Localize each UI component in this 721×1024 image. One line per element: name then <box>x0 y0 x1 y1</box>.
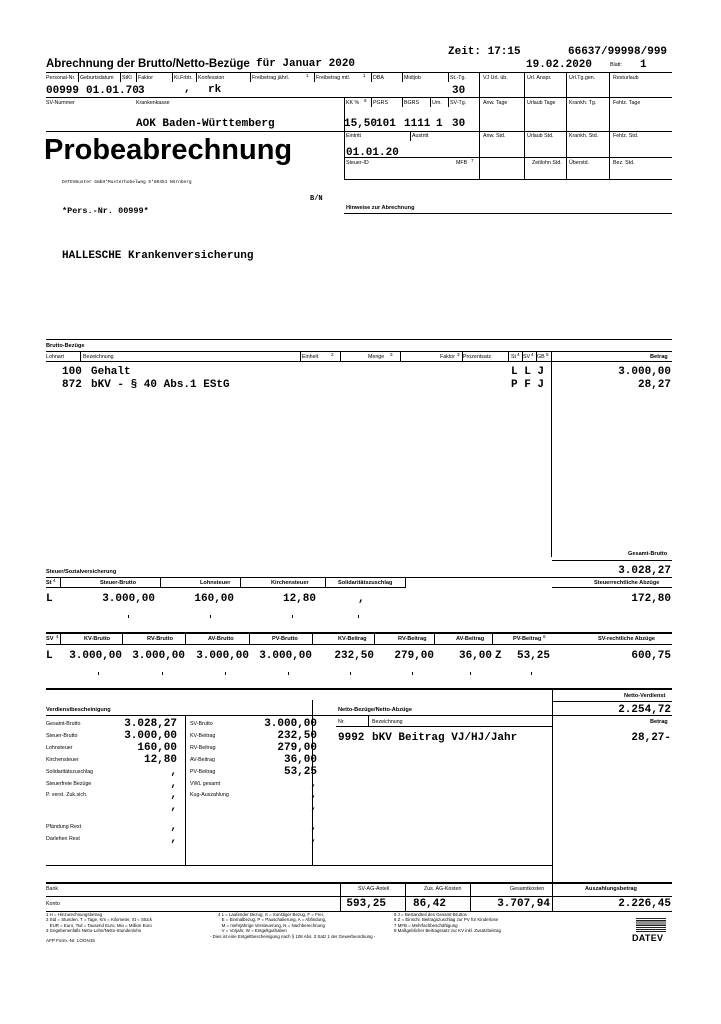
av-beitrag-value: 36,00 <box>458 650 492 662</box>
brutto-sup-menge: 3 <box>390 352 393 357</box>
verdienst-value: 3.000,00 <box>124 729 177 742</box>
bank-label: Bank <box>46 886 59 892</box>
brutto-head-lohnart: Lohnart <box>46 354 64 360</box>
label-krankhtg: Krankh. Tg. <box>569 100 597 106</box>
label-resturlaub: Resturlaub <box>613 75 639 81</box>
verdienst-label: VWL gesamt <box>190 780 221 787</box>
verdienst-label: Gesamt-Brutto <box>46 721 81 727</box>
label-konfession: Konfession <box>198 75 225 81</box>
verdienst-value: , <box>310 833 317 846</box>
steuer-head-soli: Solidaritätszuschlag <box>338 580 393 586</box>
pers-nr-address: *Pers.-Nr. 00999* <box>62 206 149 216</box>
label-freibetrag-jaehrl: Freibetrag jährl. <box>252 75 290 81</box>
nettobez-head-bezeichnung: Bezeichnung <box>372 719 403 725</box>
pgrs-value: 101 <box>376 118 396 130</box>
verdienst-label: Pfändung Rest <box>46 824 82 831</box>
footnote-center: - Dies ist eine Entgeltbescheinigung nach § 108 Abs. 3 Satz 1 der Gewerbeordnung - <box>210 934 376 939</box>
verdienst-value: , <box>170 833 177 846</box>
verdienst-value: , <box>170 789 177 802</box>
verdienst-value: 53,25 <box>283 765 317 778</box>
label-urltggen: Url.Tg.gen. <box>569 75 596 81</box>
svtg-value: 30 <box>452 118 466 130</box>
label-sttg: St.-Tg. <box>450 75 466 81</box>
persnr-value: 00999 <box>46 85 80 97</box>
brutto-item-betrag: 3.000,00 <box>618 366 671 378</box>
gesamtkosten-value: 3.707,94 <box>497 898 550 910</box>
verdienst-value: 3.028,27 <box>124 718 177 730</box>
verdienst-value: , <box>310 777 317 790</box>
hinweise-label: Hinweise zur Abrechnung <box>346 205 415 211</box>
brutto-item-lohnart: 872 <box>62 379 82 391</box>
verdienst-label: Kug-Auszahlung <box>190 792 229 799</box>
brutto-head-gb: GB <box>537 354 545 360</box>
brutto-head-bezeichnung: Bezeichnung <box>83 354 114 360</box>
steuer-sup-st: 4 <box>53 578 56 583</box>
sv-abz-label: SV-rechtliche Abzüge <box>598 636 655 642</box>
blatt-number: 1 <box>640 59 647 71</box>
sv-head-pvbeitrag: PV-Beitrag <box>513 636 542 642</box>
rv-brutto-value: 3.000,00 <box>132 650 185 662</box>
footnote-line: 3 Gegebenenfalls Netto-Lohn/Netto-Stundenlohn <box>46 927 142 933</box>
pv-flag: Z <box>495 650 502 662</box>
nettobez-nr-value: 9992 <box>338 732 365 744</box>
sender-address: DATEVmuster GmbH*Musterhobelweg 5*80451 Nürnberg <box>62 180 192 185</box>
label-midijob: Midijob <box>404 75 421 81</box>
label-anwtage: Anw. Tage <box>483 100 508 106</box>
label-fehlzstd: Fehlz. Std. <box>613 133 639 139</box>
sv-head-pvbrutto: PV-Brutto <box>272 636 298 642</box>
brutto-sup-gb: 5 <box>546 352 549 357</box>
kifrbtr-value: , <box>184 83 191 95</box>
time-label: Zeit: 17:15 <box>448 46 521 58</box>
steuer-head-kirchensteuer: Kirchensteuer <box>271 580 309 586</box>
label-persnr: Personal-Nr. <box>46 75 76 81</box>
verdienst-label: P. verst. Zuk.sich. <box>46 792 88 799</box>
footnotes-col2 <box>218 912 326 933</box>
verdienst-label: AV-Beitrag <box>190 756 215 763</box>
rv-beitrag-value: 279,00 <box>394 650 434 662</box>
brutto-sup-einheit: 2 <box>331 352 334 357</box>
blatt-label: Blatt: <box>610 62 623 68</box>
sv-head-rvbeitrag: RV-Beitrag <box>398 636 427 642</box>
verdienst-value: , <box>310 789 317 802</box>
sv-head-kvbeitrag: KV-Beitrag <box>338 636 367 642</box>
sv-ag-anteil-value: 593,25 <box>346 898 386 910</box>
sv-abz-value: 600,75 <box>631 650 671 662</box>
label-urlaubstd: Urlaub Std. <box>527 133 554 139</box>
sup-freibetrag-mtl: 1 <box>363 73 366 78</box>
label-fehlztage: Fehlz. Tage <box>613 100 641 106</box>
datev-logo-stripes-icon <box>636 918 666 932</box>
footnote-line: 8 Maßgeblicher Beitragssatz zur KV inkl. Zusatzbeitrag <box>394 927 501 933</box>
label-bgrs: BGRS <box>404 100 420 106</box>
verdienst-label: Darlehen Rest <box>46 836 80 843</box>
nettobez-head-betrag: Betrag <box>650 719 668 725</box>
steuer-st-value: L <box>46 593 53 605</box>
verdienst-label: Lohnsteuer <box>46 744 73 751</box>
sv-head-sv: SV <box>46 636 54 642</box>
verdienst-section-label: Verdienstbescheinigung <box>46 707 111 713</box>
birth-value: 01.01.70 <box>86 85 139 97</box>
steuer-head-lohnsteuer: Lohnsteuer <box>200 580 231 586</box>
verdienst-label: Steuerfreie Bezüge <box>46 780 92 787</box>
sv-value: L <box>46 650 53 662</box>
kasse-value: AOK Baden-Württemberg <box>136 118 275 130</box>
probeabrechnung-title: Probeabrechnung <box>44 134 293 166</box>
steuer-head-brutto: Steuer-Brutto <box>100 580 137 586</box>
label-zeitlohnstd: Zeitlohn Std. <box>532 160 562 166</box>
verdienst-label: PV-Beitrag <box>190 768 216 775</box>
stkl-value: 3 <box>138 85 145 97</box>
label-kifrbtr: Ki.Frbtr. <box>174 75 193 81</box>
footnote-line: V = Vorjahr, W = Entgeltguthaben <box>218 927 287 933</box>
steuer-abz-value: 172,80 <box>631 593 671 605</box>
nettobez-betrag-value: 28,27- <box>631 732 671 744</box>
footnote-line: 5 J = Bestandteil des Gesamt-Bruttos <box>394 912 467 917</box>
gesamtkosten-label: Gesamtkosten <box>510 886 545 892</box>
brutto-head-sv: SV <box>523 354 531 360</box>
label-bezstd: Bez. Std. <box>613 160 635 166</box>
steuer-head-st: St <box>46 580 52 586</box>
pv-brutto-value: 3.000,00 <box>259 650 312 662</box>
label-freibetrag-mtl: Freibetrag mtl. <box>316 75 351 81</box>
datev-logo <box>632 918 668 943</box>
footnote-line: 1 H = Hinzurechnungsbetrag <box>46 912 103 917</box>
auszahlungsbetrag-label: Auszahlungsbetrag <box>585 886 637 892</box>
sv-head-avbeitrag: AV-Beitrag <box>456 636 485 642</box>
footnote-line: E = Einmalbezug, P = Pauschalierung, A = Abfindung, <box>218 917 327 923</box>
verdienst-value: , <box>170 765 177 778</box>
steuer-section-label: Steuer/Sozialversicherung <box>46 569 117 575</box>
zus-ag-kosten-value: 86,42 <box>412 898 446 910</box>
brutto-item-flags: P F J <box>511 379 545 391</box>
verdienst-label: Steuer-Brutto <box>46 732 78 739</box>
brutto-head-st: St <box>511 354 517 360</box>
pv-beitrag-value: 53,25 <box>516 650 550 662</box>
sv-sup-sv: 4 <box>56 634 59 639</box>
verdienst-value: , <box>170 801 177 814</box>
label-steuerid: Steuer-ID <box>346 160 369 166</box>
sup-freibetrag-jaehrl: 1 <box>306 73 309 78</box>
brutto-item-bezeichnung: bKV - § 40 Abs.1 EStG <box>91 379 230 391</box>
label-faktor: Faktor <box>138 75 154 81</box>
um-value: 1 <box>436 118 443 130</box>
verdienst-label: SV-Brutto <box>190 721 213 727</box>
netto-verdienst-value: 2.254,72 <box>618 704 671 716</box>
label-urlanspr: Url. Anspr. <box>527 75 552 81</box>
verdienst-label: Solidaritätszuschlag <box>46 768 94 775</box>
label-austritt: Austritt <box>412 133 429 139</box>
label-geburtsdatum: Geburtsdatum <box>80 75 114 81</box>
label-eintritt: Eintritt <box>346 133 362 139</box>
bn-label: B/N <box>310 195 323 203</box>
footnotes-col1 <box>46 912 152 933</box>
sttg-value: 30 <box>452 85 466 97</box>
konto-label: Konto <box>46 901 60 907</box>
footnote-line: 7 MFB = Mehrfachbeschäftigung <box>394 922 458 928</box>
label-krankenkasse: Krankenkasse <box>136 100 170 106</box>
label-stkl: StKl <box>122 75 132 81</box>
soli-value: , <box>358 593 365 605</box>
nettobez-section-label: Netto-Bezüge/Netto-Abzüge <box>338 707 412 713</box>
verdienst-value: , <box>170 821 177 834</box>
brutto-item-flags: L L J <box>511 366 545 378</box>
auszahlungsbetrag-value: 2.226,45 <box>618 898 671 910</box>
label-mfb: MFB <box>456 160 468 166</box>
eintritt-value: 01.01.20 <box>346 147 399 159</box>
verdienst-value: 3.000,00 <box>264 718 317 730</box>
konf-value: rk <box>208 84 222 96</box>
brutto-head-einheit: Einheit <box>302 354 319 360</box>
gesamt-brutto-value: 3.028,27 <box>618 565 671 577</box>
form-number: AFP Form.-Nr. LOGN15 <box>46 938 95 943</box>
footnote-line: EUR = Euro, Tsd = Tausend Euro, Mio = Million Euro <box>46 922 152 928</box>
brutto-section-label: Brutto-Bezüge <box>46 343 85 349</box>
verdienst-value: 160,00 <box>137 741 177 754</box>
verdienst-value: , <box>310 801 317 814</box>
label-svnummer: SV-Nummer <box>46 100 75 106</box>
kk-value: 15,50 <box>344 118 378 130</box>
brutto-sup-sv: 4 <box>531 352 534 357</box>
verdienst-value: , <box>310 821 317 834</box>
label-urlaubtage: Urlaub Tage <box>527 100 556 106</box>
nettobez-bez-value: bKV Beitrag VJ/HJ/Jahr <box>372 732 518 744</box>
label-svtg: SV-Tg. <box>450 100 467 106</box>
nettobez-head-nr: Nr. <box>338 719 345 725</box>
bgrs-value: 1111 <box>404 118 431 130</box>
sv-head-rvbrutto: RV-Brutto <box>147 636 173 642</box>
hallesche-line: HALLESCHE Krankenversicherung <box>62 250 254 262</box>
sup-kk: 6 <box>364 98 367 103</box>
netto-verdienst-label: Netto-Verdienst <box>624 693 666 699</box>
kv-beitrag-value: 232,50 <box>334 650 374 662</box>
footnotes-col3 <box>394 912 501 933</box>
document-id: 66637/99998/999 <box>568 46 668 58</box>
verdienst-value: , <box>170 777 177 790</box>
sup-mfb: 7 <box>471 158 474 163</box>
footnote-line: M = mehrjährige Versteuerung, N = Nachberechnung <box>218 922 325 928</box>
verdienst-value: 232,50 <box>277 729 317 742</box>
verdienst-value: 36,00 <box>283 753 317 766</box>
brutto-head-menge: Menge <box>368 354 385 360</box>
verdienst-value: 279,00 <box>277 741 317 754</box>
label-dba: DBA <box>373 75 384 81</box>
kv-brutto-value: 3.000,00 <box>69 650 122 662</box>
footnote-line: 6 Z = Einschl. Beitragszuschlag zur PV für Kinderlose <box>394 917 499 923</box>
steuer-abz-label: Steuerrechtliche Abzüge <box>594 580 660 586</box>
label-pgrs: PGRS <box>373 100 389 106</box>
zus-ag-kosten-label: Zus. AG-Kosten <box>424 886 462 892</box>
verdienst-label: Kirchensteuer <box>46 756 79 763</box>
brutto-sup-st: 4 <box>517 352 520 357</box>
datev-logo-text: DATEV <box>632 933 664 943</box>
brutto-item-betrag: 28,27 <box>637 379 671 391</box>
month-label: für Januar 2020 <box>256 58 356 70</box>
brutto-head-betrag: Betrag <box>650 354 668 360</box>
brutto-head-prozentsatz: Prozentsatz <box>463 354 491 360</box>
label-vjurl: VJ Url. üb. <box>483 75 508 81</box>
brutto-item-lohnart: 100 <box>62 366 82 378</box>
label-anwstd: Anw. Std. <box>483 133 506 139</box>
verdienst-label: KV-Beitrag <box>190 732 216 739</box>
footnote-line: 4 L = Laufender Bezug, S = Sonstiger Bezug, F = Frei, <box>218 912 324 917</box>
document-date: 19.02.2020 <box>526 59 593 71</box>
lohnsteuer-value: 160,00 <box>194 593 234 605</box>
verdienst-label: RV-Beitrag <box>190 744 216 751</box>
brutto-item-bezeichnung: Gehalt <box>91 366 131 378</box>
label-kk: KK % <box>346 100 360 106</box>
sv-head-kvbrutto: KV-Brutto <box>84 636 111 642</box>
label-krankhstd: Krankh. Std. <box>569 133 599 139</box>
footnote-line: 2 Std = Stunden, T = Tage, Km = Kilometer, St = Stück <box>46 917 152 923</box>
document-title: Abrechnung der Brutto/Netto-Bezüge <box>46 58 250 70</box>
brutto-head-faktor: Faktor <box>440 354 456 360</box>
sv-head-avbrutto: AV-Brutto <box>208 636 234 642</box>
label-ueberstd: Überstd. <box>569 160 590 166</box>
brutto-sup-faktor: 3 <box>457 352 460 357</box>
kirchensteuer-value: 12,80 <box>282 593 316 605</box>
av-brutto-value: 3.000,00 <box>196 650 249 662</box>
verdienst-value: 12,80 <box>143 753 177 766</box>
label-um: Um. <box>432 100 442 106</box>
sv-sup-pvbeitrag: 6 <box>543 634 546 639</box>
sv-ag-anteil-label: SV-AG-Anteil <box>358 886 390 892</box>
gesamt-brutto-label: Gesamt-Brutto <box>628 551 668 557</box>
steuer-brutto-value: 3.000,00 <box>102 593 155 605</box>
